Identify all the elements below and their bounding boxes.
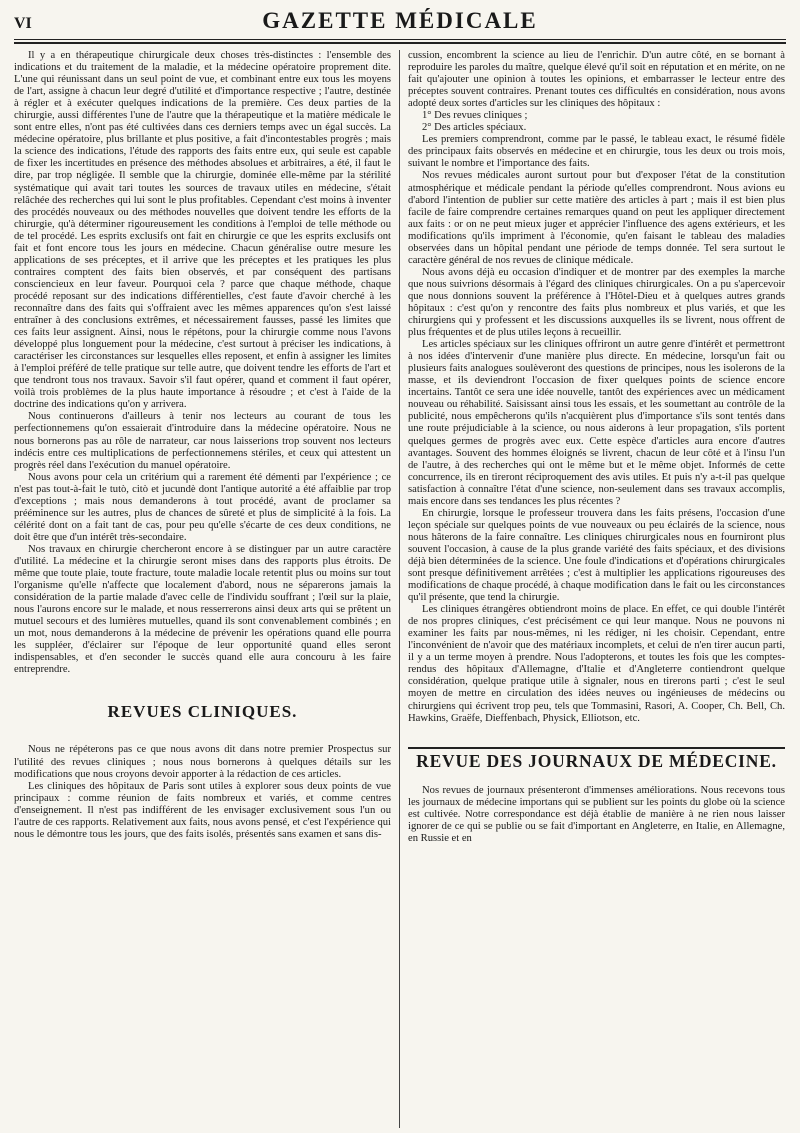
left-column bbox=[14, 50, 391, 1128]
column-separator bbox=[399, 50, 400, 1128]
article-paragraph: Nous ne répéterons pas ce que nous avons dit dans notre premier Prospectus sur l'utilité des revues cliniques ; nous nous bornerons à quelques détails sur les modifications que nous croyons devoir apporter à la rédaction de ces articles. bbox=[14, 744, 391, 780]
article-paragraph: Les articles spéciaux sur les cliniques offriront un autre genre d'intérêt et permettront à nos idées d'intervenir d'une manière plus directe. En médecine, lorsqu'un fait ou plusieurs faits analogues soulèveront des questions de principes, nous les isolerons de la masse, et ils deviendront l'occasion de fixer quelques points de science encore incertains. Tantôt ce sera une idée nouvelle, tantôt des expériences avec un médicament nouveau ou réhabilité. Saisissant ainsi tous les essais, et les soumettant au contrôle de la publicité, nous empêcherons qu'ils n'acquièrent plus d'importance s'ils sont tentés dans une route préjudiciable à la science, ou nous aiderons à leur propagation, s'ils portent quelques germes de progrès avec eux. Cette espèce d'articles aura encore d'autres avantages. Souvent des hommes éloignés se livrent, chacun de leur côté et à l'insu l'un de l'autre, à des recherches qui ont le même but et le même objet. Informés de cette concurrence, ils en tireront réciproquement des avis utiles. Et puis n'y a-t-il pas quelque satisfaction à connaître l'état d'une science, non-seulement dans ses travaux accomplis, mais encore dans ses tendances les plus récentes ? bbox=[408, 339, 785, 507]
article-list bbox=[408, 110, 785, 134]
article-paragraph: Nos revues de journaux présenteront d'immenses améliorations. Nous recevons tous les journaux de médecine importans qui se publient sur les points du globe où la science est cultivée. Notre correspondance est déjà établie de manière à ne rien nous laisser ignorer de ce qui se publie ou se fait d'important en Angleterre, en Italie, en Allemagne, en Russie et en bbox=[408, 784, 785, 844]
article-paragraph: Il y a en thérapeutique chirurgicale deux choses très-distinctes : l'ensemble des indications et du traitement de la maladie, et la médecine opératoire proprement dite. L'une qui réunissant dans un seul point de vue, et combinant entre eux tous les moyens de l'art, assigne à chacun leur degré d'utilité et d'importance respective ; l'autre, destinée à régler et à exécuter quelques indications de la première. Ces deux parties de la chirurgie, aussi différentes l'une de l'autre que la thérapeutique et la matière médicale le sont entre elles, n'ont pas été cultivées dans ces derniers temps avec un égal succès. La médecine opératoire, plus brillante et plus positive, a fait d'incontestables progrès ; mais la science des indications, l'étude des rapports des faits entre eux, qui seule est capable de fixer les incertitudes en présence des méthodes absolues et arbitraires, a été, il faut le dire, par trop négligée. Il semble que la chirurgie, dominée elle-même par la stérilité systématique qui avait tari toutes les sources de travaux utiles en médecine, s'était relâchée des recherches qui lui sont le plus profitables. Cependant c'est moins à inventer des procédés nouveaux ou des méthodes nouvelles que doivent tendre les efforts de la chirurgie, qu'à déterminer rigoureusement les conditions à l'emploi de telle méthode ou de tel procédé. Les esprits exclusifs ont fait en chirurgie ce que les esprits exclusifs ont fait et font encore tous les jours en médecine. Chacun généralise outre mesure les applications de ses préceptes, et il arrive que les préceptes et les pratiques les plus contraires comptent des faits bien observés, et par conséquent des partisans consciencieux en leur faveur. Pourquoi cela ? parce que chaque méthode, chaque procédé reposant sur des indications différentielles, c'est faute d'avoir cherché à les reconnaître dans des faits qui s'offraient avec les mêmes apparences qu'on s'est laissé entraîner à des conclusions extrêmes, et nécessairement fausses, passé les limites que ces faits leur assignent. Ainsi, nous le répétons, pour la chirurgie comme nous l'avons développé plus longuement pour la médecine, c'est surtout à préciser les indications, à caractériser les circonstances sur lesquelles elles reposent, et enfin à assigner les limites à l'emploi préféré de telle pratique sur telle autre, que doivent tendre les efforts de l'art et que tendront tous nos travaux. Savoir s'il faut opérer, quand et comment il faut opérer, voilà trois problèmes de la plus haute importance à résoudre ; et c'est à l'aide de la doctrine des indications qu'on y arrivera. bbox=[14, 50, 391, 411]
article-paragraph: En chirurgie, lorsque le professeur trouvera dans les faits présens, l'occasion d'une leçon spéciale sur quelques points de vue nouveaux ou peu éclairés de la science, nous nous hâterons de la faire connaître. Les cliniques chirurgicales nous en fourniront plus souvent l'occasion, à cause de la plus grande variété des faits spéciaux, et des divisions déjà bien déterminées de la science. Une foule d'indications et d'opérations chirurgicales sont presque définitivement arrêtées ; c'est à multiplier les applications rigoureuses des modifications de chaque procédé, à chaque modification dans le fait ou les circonstances qu'il présente, que tend la chirurgie. bbox=[408, 507, 785, 604]
article-paragraph: Nous avons pour cela un critérium qui a rarement été démenti par l'expérience ; ce n'est pas tout-à-fait le tutò, citò et jucundè dont l'antique autorité a été affaiblie par trop d'exceptions ; mais nous demanderons à tout procédé, avant de proclamer sa prééminence sur les autres, plus de chances de sûreté et plus de simplicité à la fois. La célérité dont on a fait tant de cas, pour peu qu'elle s'écarte de ces deux conditions, ne doit être que d'un intérêt très-secondaire. bbox=[14, 471, 391, 543]
masthead-title: GAZETTE MÉDICALE bbox=[262, 8, 538, 33]
page-number: VI bbox=[14, 15, 32, 32]
right-column bbox=[408, 50, 785, 1128]
article-paragraph: Nous continuerons d'ailleurs à tenir nos lecteurs au courant de tous les perfectionnemens qu'on essaierait d'introduire dans la médecine opératoire. Nous ne nous bornerons pas au rôle de narrateur, car nous laisserions trop souvent nos lecteurs indécis entre ces multiplications de perfectionnemens stériles, et ceux qui attestent un progrès réel dans l'exécution du manuel opératoire. bbox=[14, 411, 391, 471]
list-item: 1° Des revues cliniques ; bbox=[422, 110, 528, 122]
article-paragraph: Nous avons déjà eu occasion d'indiquer et de montrer par des exemples la marche que nous suivrions désormais à l'égard des cliniques chirurgicales. On a pu s'apercevoir que nous donnions souvent la préférence à l'Hôtel-Dieu et à quelques autres grands hôpitaux : c'est qu'on y rencontre des faits plus nombreux et plus variés, et que les chirurgiens qui y professent et les discussions auxquelles ils se livrent, nous offrent de plus fréquentes et de plus utiles leçons à recueillir. bbox=[408, 266, 785, 339]
list-item: 2° Des articles spéciaux. bbox=[422, 122, 527, 134]
header-rule-thin bbox=[14, 39, 786, 40]
article-paragraph: Nos travaux en chirurgie chercheront encore à se distinguer par un autre caractère d'utilité. La médecine et la chirurgie seront mises dans des rapports plus étroits. De même que toute plaie, toute fracture, toute maladie locale retentit plus ou moins sur tout l'organisme qu'elle n'affecte que localement d'abord, nous ne séparerons jamais la considération de la partie malade d'avec celle de l'individu souffrant ; l'œil sur la plaie, nous l'aurons encore sur le malade, et nous resserrerons ainsi deux arts qui se prêtent un mutuel secours et des lumières mutuelles, quand ils sont convenablement combinés ; en un mot, nous demanderons à la médecine de prévenir les opérations quand elle pourra les suppléer, d'éclairer sur l'époque de leur opportunité quand elles seront indispensables, et d'en seconder le succès quand elle aura concouru à les faire entreprendre. bbox=[14, 543, 391, 676]
article-paragraph: Nos revues médicales auront surtout pour but d'exposer l'état de la constitution atmosphérique et médicale pendant la période qu'elles comprendront. Nous avions eu d'abord l'intention de publier sur cette matière des articles à part ; mais il est bien plus facile de faire comprendre certaines remarques quand on peut les appliquer directement aux faits : or on ne peut mieux juger et apprécier l'influence des agens extérieurs, et les modifications qu'ils impriment à l'économie, qu'en faisant le tableau des maladies observées dans un hôpital pendant une période de temps donnée. Tel sera surtout le caractère général de nos revues de clinique médicale. bbox=[408, 170, 785, 266]
header-rule-thick bbox=[14, 42, 786, 44]
article-paragraph: cussion, encombrent la science au lieu de l'enrichir. D'un autre côté, en se bornant à reproduire les paroles du maître, quelque élevé qu'il soit en réputation et en mérite, on ne fait qu'ajouter une opinion à toutes les opinions, et embarrasser le lecteur entre des préceptes souvent contraires. Prenant toutes ces difficultés en considération, nous avons adopté deux sortes d'articles sur les cliniques des hôpitaux : bbox=[408, 50, 785, 110]
section-heading-revue-des-journaux: REVUE DES JOURNAUX DE MÉDECINE. bbox=[408, 747, 785, 767]
page-header bbox=[14, 8, 786, 36]
section-heading-revues-cliniques: REVUES CLINIQUES. bbox=[107, 702, 298, 722]
article-paragraph: Les cliniques étrangères obtiendront moins de place. En effet, ce qui double l'intérêt de nos propres cliniques, c'est précisément ce qui leur manque. Nous ne pouvons ni examiner les faits par nous-mêmes, ni les rédiger, ni les choisir. Cependant, entre l'inconvénient de n'avoir que des matériaux incomplets, et celui de n'en tirer aucun parti, il y a un terme moyen à prendre. Nous l'adopterons, et toutes les fois que les comptes-rendus des hôpitaux d'Allemagne, d'Italie et d'Angleterre contiendront quelque considération, quelque pratique utile à signaler, nous en tirerons parti ; c'est le seul moyen de mettre en circulation des idées neuves ou ingénieuses de médecins ou chirurgiens qui écrivent trop peu, tels que Tommasini, Rasori, A. Cooper, Ch. Bell, Ch. Hawkins, Graëfe, Dieffenbach, Physick, Elliotson, etc. bbox=[408, 604, 785, 724]
article-paragraph: Les premiers comprendront, comme par le passé, le tableau exact, le résumé fidèle des principaux faits observés en médecine et en chirurgie, tous les deux ou trois mois, suivant le nombre et l'importance des faits. bbox=[408, 134, 785, 170]
article-paragraph: Les cliniques des hôpitaux de Paris sont utiles à explorer sous deux points de vue principaux : comme réunion de faits nombreux et variés, et comme centres d'enseignement. Il n'est pas indifférent de les envisager exclusivement sous l'un ou l'autre de ces rapports. Relativement aux faits, nous avons pensé, et c'est l'expérience qui nous le démontre tous les jours, que des faits isolés, présentés sans examen et sans dis- bbox=[14, 780, 391, 840]
